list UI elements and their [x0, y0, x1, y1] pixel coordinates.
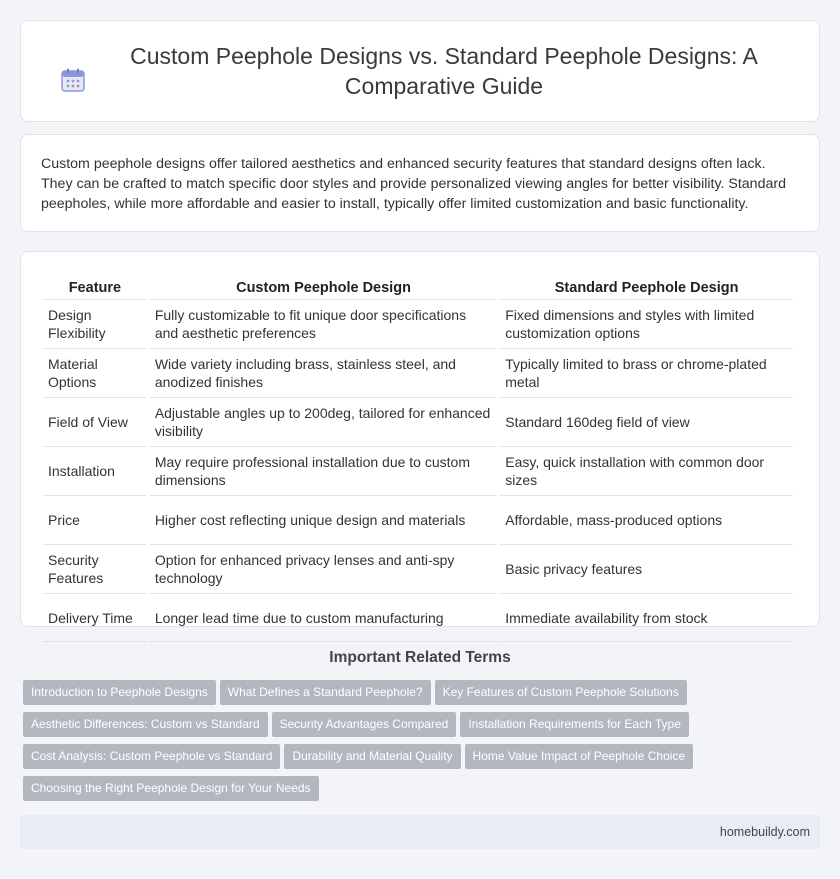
table-row: [43, 496, 793, 545]
cell-feature: Price: [43, 496, 147, 545]
related-terms-title: Important Related Terms: [329, 649, 511, 666]
cell-custom: May require professional installation due to custom dimensions: [150, 447, 497, 496]
tag-link[interactable]: What Defines a Standard Peephole?: [220, 680, 431, 705]
title-wrap: [60, 41, 780, 101]
cell-custom: Wide variety including brass, stainless steel, and anodized finishes: [150, 349, 497, 398]
page-title: Custom Peephole Designs vs. Standard Peephole Designs: A Comparative Guide: [130, 43, 758, 99]
table-row: [43, 594, 793, 642]
cell-feature: Security Features: [43, 545, 147, 594]
cell-feature: Installation: [43, 447, 147, 496]
cell-custom: Longer lead time due to custom manufacturing: [150, 594, 497, 642]
table-row: [43, 545, 793, 594]
cell-feature: Field of View: [43, 398, 147, 447]
intro-card: [20, 134, 820, 232]
tag-link[interactable]: Durability and Material Quality: [284, 744, 460, 769]
cell-standard: Basic privacy features: [500, 545, 793, 594]
table-header-row: [43, 274, 793, 300]
table-row: [43, 300, 793, 349]
cell-feature: Design Flexibility: [43, 300, 147, 349]
related-terms-tags: [23, 680, 803, 808]
tag-link[interactable]: Installation Requirements for Each Type: [460, 712, 689, 737]
cell-standard: Fixed dimensions and styles with limited customization options: [500, 300, 793, 349]
cell-standard: Standard 160deg field of view: [500, 398, 793, 447]
tag-link[interactable]: Key Features of Custom Peephole Solutions: [435, 680, 687, 705]
tag-link[interactable]: Security Advantages Compared: [272, 712, 457, 737]
header-standard: Standard Peephole Design: [500, 274, 793, 300]
cell-custom: Option for enhanced privacy lenses and anti-spy technology: [150, 545, 497, 594]
header-custom: Custom Peephole Design: [150, 274, 497, 300]
cell-standard: Immediate availability from stock: [500, 594, 793, 642]
tag-link[interactable]: Home Value Impact of Peephole Choice: [465, 744, 694, 769]
cell-feature: Delivery Time: [43, 594, 147, 642]
intro-paragraph: Custom peephole designs offer tailored aesthetics and enhanced security features that standard designs often lack. They can be crafted to match specific door styles and provide personalized viewing angles for better visibility. Standard peepholes, while more affordable and easier to install, typically offer limited customization and basic functionality.: [41, 156, 786, 212]
header-feature: Feature: [43, 274, 147, 300]
comparison-table-card: [20, 251, 820, 627]
cell-feature: Material Options: [43, 349, 147, 398]
tag-link[interactable]: Cost Analysis: Custom Peephole vs Standard: [23, 744, 280, 769]
calendar-icon: [60, 67, 86, 93]
cell-standard: Affordable, mass-produced options: [500, 496, 793, 545]
table-row: [43, 349, 793, 398]
cell-custom: Fully customizable to fit unique door specifications and aesthetic preferences: [150, 300, 497, 349]
footer-site-link[interactable]: homebuildy.com: [719, 825, 810, 839]
comparison-table: [40, 274, 796, 642]
footer: [20, 815, 820, 849]
tag-link[interactable]: Introduction to Peephole Designs: [23, 680, 216, 705]
table-row: [43, 447, 793, 496]
tag-link[interactable]: Aesthetic Differences: Custom vs Standard: [23, 712, 268, 737]
cell-custom: Higher cost reflecting unique design and materials: [150, 496, 497, 545]
tag-link[interactable]: Choosing the Right Peephole Design for Your Needs: [23, 776, 319, 801]
cell-standard: Typically limited to brass or chrome-plated metal: [500, 349, 793, 398]
table-row: [43, 398, 793, 447]
title-card: [20, 20, 820, 122]
cell-custom: Adjustable angles up to 200deg, tailored for enhanced visibility: [150, 398, 497, 447]
cell-standard: Easy, quick installation with common door sizes: [500, 447, 793, 496]
